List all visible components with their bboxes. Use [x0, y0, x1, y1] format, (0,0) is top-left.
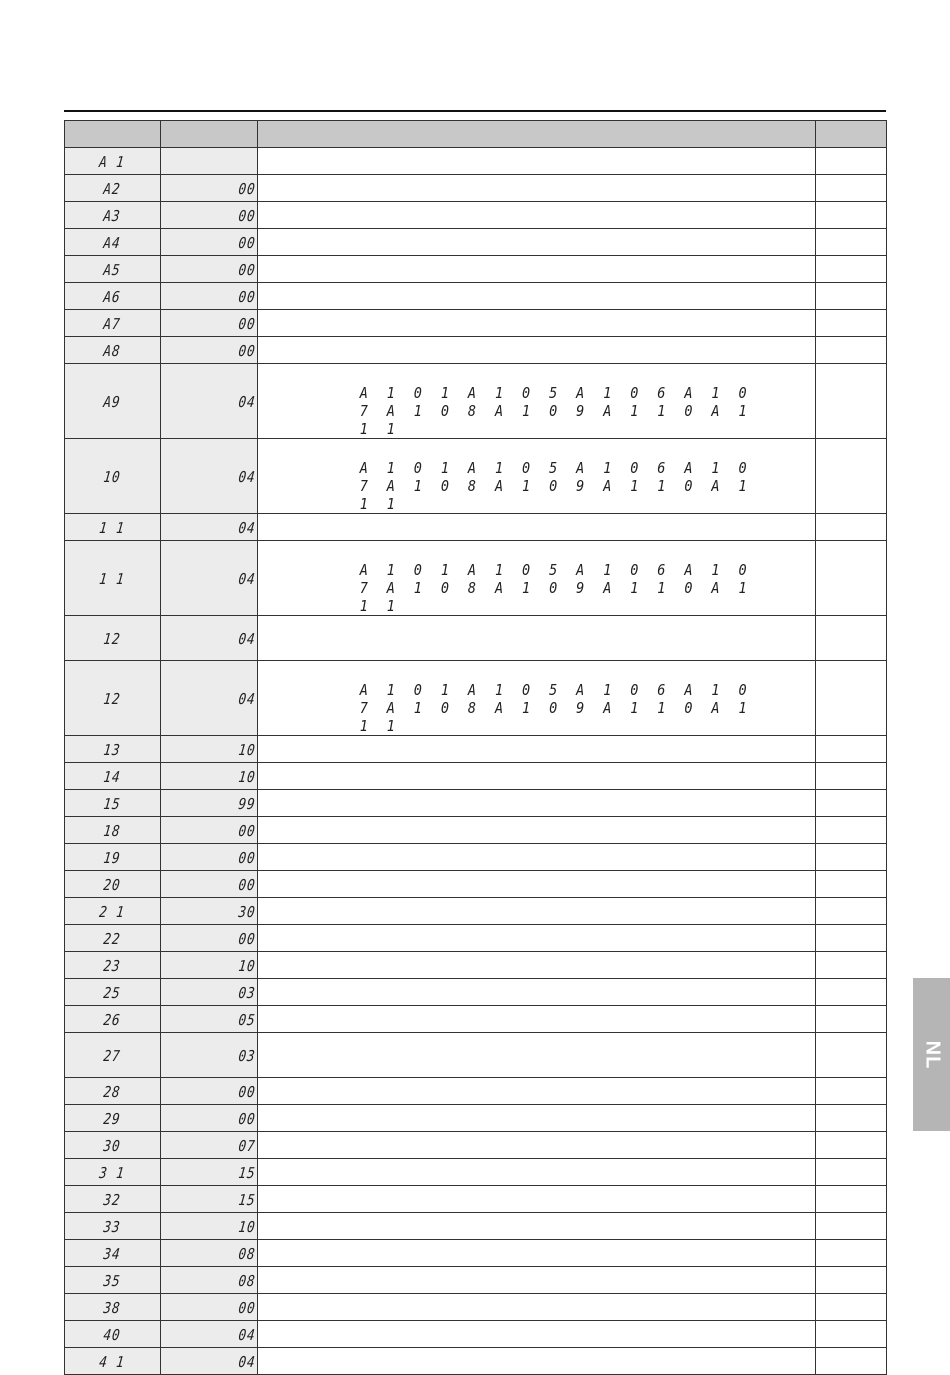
- table-row: [65, 256, 887, 283]
- parameter-code: 13: [103, 740, 122, 759]
- parameter-code: 12: [103, 629, 122, 648]
- description-cell: [258, 1348, 816, 1375]
- default-value-cell: [161, 364, 258, 439]
- parameter-code: A 1: [98, 152, 127, 171]
- default-value: 04: [237, 689, 257, 708]
- table-row: [65, 661, 887, 736]
- extra-cell: [816, 1159, 887, 1186]
- table-row: [65, 952, 887, 979]
- description-cell: [258, 1267, 816, 1294]
- default-value: 00: [237, 260, 257, 279]
- description-cell: [258, 871, 816, 898]
- table-row: [65, 1006, 887, 1033]
- parameter-code: 30: [103, 1136, 122, 1155]
- default-value-cell: [161, 790, 258, 817]
- extra-cell: [816, 871, 887, 898]
- parameter-code: A3: [103, 206, 122, 225]
- extra-cell: [816, 661, 887, 736]
- parameter-code-cell: [65, 1159, 161, 1186]
- description-cell: [258, 817, 816, 844]
- extra-cell: [816, 148, 887, 175]
- parameter-code: 4 1: [98, 1352, 127, 1371]
- default-value: 10: [237, 767, 257, 786]
- description-cell: [258, 1321, 816, 1348]
- parameter-code: 38: [103, 1298, 122, 1317]
- default-value-cell: [161, 256, 258, 283]
- parameter-code-cell: [65, 1213, 161, 1240]
- language-tab-label: NL: [921, 1040, 943, 1069]
- description-cell: [258, 1294, 816, 1321]
- table-row: [65, 337, 887, 364]
- description-cell: [258, 844, 816, 871]
- extra-cell: [816, 1294, 887, 1321]
- extra-cell: [816, 844, 887, 871]
- description-cell: [258, 1213, 816, 1240]
- extra-cell: [816, 817, 887, 844]
- parameter-code-cell: [65, 310, 161, 337]
- parameter-code: A8: [103, 341, 122, 360]
- default-value: 08: [237, 1244, 257, 1263]
- default-value: 04: [237, 392, 257, 411]
- parameter-code: 22: [103, 929, 122, 948]
- parameter-code: 18: [103, 821, 122, 840]
- parameter-code-cell: [65, 439, 161, 514]
- default-value: 00: [237, 1109, 257, 1128]
- extra-cell: [816, 925, 887, 952]
- parameter-code: A2: [103, 179, 122, 198]
- description-cell: [258, 1186, 816, 1213]
- table-row: [65, 1321, 887, 1348]
- extra-cell: [816, 979, 887, 1006]
- table-row: [65, 1078, 887, 1105]
- language-tab: [913, 978, 950, 1131]
- default-value-cell: [161, 844, 258, 871]
- description-cell: [258, 661, 816, 736]
- parameter-code-cell: [65, 202, 161, 229]
- table-row: [65, 616, 887, 661]
- default-value-cell: [161, 1186, 258, 1213]
- extra-cell: [816, 541, 887, 616]
- default-value-cell: [161, 148, 258, 175]
- default-value: 00: [237, 821, 257, 840]
- default-value: 00: [237, 929, 257, 948]
- description-cell: [258, 439, 816, 514]
- parameter-code-cell: [65, 175, 161, 202]
- default-value: 03: [237, 983, 257, 1002]
- description-cell: [258, 616, 816, 661]
- parameter-code-cell: [65, 979, 161, 1006]
- table-row: [65, 1267, 887, 1294]
- parameter-code-cell: [65, 952, 161, 979]
- default-value: 07: [237, 1136, 257, 1155]
- default-value-cell: [161, 1267, 258, 1294]
- default-value: 03: [237, 1046, 257, 1065]
- default-value-cell: [161, 1105, 258, 1132]
- parameter-code-cell: [65, 1186, 161, 1213]
- description-cell: [258, 514, 816, 541]
- extra-cell: [816, 790, 887, 817]
- extra-cell: [816, 256, 887, 283]
- description-cell: [258, 736, 816, 763]
- table-row: [65, 202, 887, 229]
- table-row: [65, 1348, 887, 1375]
- default-value: 00: [237, 341, 257, 360]
- default-value-cell: [161, 1240, 258, 1267]
- parameter-code: 1 1: [98, 569, 127, 588]
- extra-cell: [816, 1105, 887, 1132]
- extra-cell: [816, 736, 887, 763]
- parameter-code-cell: [65, 229, 161, 256]
- default-value-cell: [161, 175, 258, 202]
- description-cell: [258, 1078, 816, 1105]
- parameter-code-cell: [65, 616, 161, 661]
- parameter-code-cell: [65, 1033, 161, 1078]
- description-cell: [258, 1159, 816, 1186]
- extra-cell: [816, 439, 887, 514]
- default-value: 00: [237, 179, 257, 198]
- table-body: [65, 148, 887, 1375]
- default-value: 00: [237, 206, 257, 225]
- parameter-code-cell: [65, 256, 161, 283]
- default-value-cell: [161, 1006, 258, 1033]
- parameter-code: 28: [103, 1082, 122, 1101]
- parameter-code-cell: [65, 898, 161, 925]
- default-value-cell: [161, 979, 258, 1006]
- extra-cell: [816, 1348, 887, 1375]
- default-value: 00: [237, 287, 257, 306]
- default-value-cell: [161, 1321, 258, 1348]
- description-cell: [258, 337, 816, 364]
- description-cell: [258, 898, 816, 925]
- parameter-code: 34: [103, 1244, 122, 1263]
- table-row: [65, 1132, 887, 1159]
- parameter-code: 33: [103, 1217, 122, 1236]
- extra-cell: [816, 283, 887, 310]
- default-value: 30: [237, 902, 257, 921]
- parameter-code-cell: [65, 1240, 161, 1267]
- default-value: 00: [237, 1298, 257, 1317]
- parameter-code: A4: [103, 233, 122, 252]
- default-value: 04: [237, 1325, 257, 1344]
- parameter-code: 23: [103, 956, 122, 975]
- parameter-code: 35: [103, 1271, 122, 1290]
- parameter-code-cell: [65, 1321, 161, 1348]
- default-value: 00: [237, 314, 257, 333]
- extra-cell: [816, 514, 887, 541]
- default-value-cell: [161, 1159, 258, 1186]
- parameter-table: [64, 120, 887, 1375]
- parameter-code-cell: [65, 790, 161, 817]
- table-row: [65, 310, 887, 337]
- description-cell: [258, 229, 816, 256]
- default-value-cell: [161, 310, 258, 337]
- description-cell: [258, 364, 816, 439]
- default-value-cell: [161, 514, 258, 541]
- description-cell: [258, 925, 816, 952]
- parameter-code-cell: [65, 148, 161, 175]
- parameter-code-cell: [65, 283, 161, 310]
- default-value: 00: [237, 233, 257, 252]
- parameter-code-cell: [65, 1105, 161, 1132]
- default-value: 00: [237, 875, 257, 894]
- table-row: [65, 925, 887, 952]
- parameter-code-cell: [65, 661, 161, 736]
- table-row: [65, 1159, 887, 1186]
- table-row: [65, 1213, 887, 1240]
- table-row: [65, 1033, 887, 1078]
- parameter-code-cell: [65, 871, 161, 898]
- sub-parameter-list: A 1 0 1 A 1 0 5 A 1 0 6 A 1 0 7 A 1 0 8 A 1 0 9 A 1 1 0 A 1 1 1: [359, 459, 750, 513]
- default-value-cell: [161, 541, 258, 616]
- table-row: [65, 229, 887, 256]
- extra-cell: [816, 337, 887, 364]
- description-cell: [258, 1132, 816, 1159]
- table-row: [65, 175, 887, 202]
- parameter-code: 25: [103, 983, 122, 1002]
- parameter-code-cell: [65, 925, 161, 952]
- default-value-cell: [161, 661, 258, 736]
- default-value: 15: [237, 1163, 257, 1182]
- parameter-code: 29: [103, 1109, 122, 1128]
- extra-cell: [816, 310, 887, 337]
- sub-parameter-list: A 1 0 1 A 1 0 5 A 1 0 6 A 1 0 7 A 1 0 8 A 1 0 9 A 1 1 0 A 1 1 1: [359, 681, 750, 735]
- default-value-cell: [161, 952, 258, 979]
- default-value-cell: [161, 1213, 258, 1240]
- default-value-cell: [161, 817, 258, 844]
- parameter-code: 27: [103, 1046, 122, 1065]
- extra-cell: [816, 952, 887, 979]
- extra-cell: [816, 1240, 887, 1267]
- description-cell: [258, 148, 816, 175]
- table-row: [65, 439, 887, 514]
- default-value: 04: [237, 1352, 257, 1371]
- parameter-code: 2 1: [98, 902, 127, 921]
- extra-cell: [816, 364, 887, 439]
- default-value-cell: [161, 736, 258, 763]
- default-value-cell: [161, 616, 258, 661]
- default-value-cell: [161, 1348, 258, 1375]
- description-cell: [258, 283, 816, 310]
- parameter-code: 3 1: [98, 1163, 127, 1182]
- default-value: 10: [237, 1217, 257, 1236]
- default-value-cell: [161, 229, 258, 256]
- parameter-code-cell: [65, 736, 161, 763]
- parameter-code: 19: [103, 848, 122, 867]
- parameter-code-cell: [65, 817, 161, 844]
- table-row: [65, 817, 887, 844]
- table-row: [65, 148, 887, 175]
- parameter-code: 40: [103, 1325, 122, 1344]
- description-cell: [258, 1105, 816, 1132]
- extra-cell: [816, 1321, 887, 1348]
- table-row: [65, 1294, 887, 1321]
- extra-cell: [816, 175, 887, 202]
- extra-cell: [816, 763, 887, 790]
- description-cell: [258, 952, 816, 979]
- description-cell: [258, 790, 816, 817]
- default-value-cell: [161, 1078, 258, 1105]
- default-value: 10: [237, 740, 257, 759]
- parameter-code-cell: [65, 364, 161, 439]
- default-value-cell: [161, 898, 258, 925]
- parameter-code-cell: [65, 541, 161, 616]
- parameter-code: 32: [103, 1190, 122, 1209]
- parameter-code: A9: [103, 392, 122, 411]
- extra-cell: [816, 1213, 887, 1240]
- parameter-code-cell: [65, 844, 161, 871]
- header-extra: [816, 121, 887, 148]
- default-value-cell: [161, 283, 258, 310]
- extra-cell: [816, 229, 887, 256]
- parameter-code: 26: [103, 1010, 122, 1029]
- table-row: [65, 898, 887, 925]
- description-cell: [258, 763, 816, 790]
- default-value-cell: [161, 1033, 258, 1078]
- extra-cell: [816, 1186, 887, 1213]
- parameter-code-cell: [65, 1006, 161, 1033]
- parameter-code-cell: [65, 1294, 161, 1321]
- parameter-code: 1 1: [98, 518, 127, 537]
- default-value: 04: [237, 569, 257, 588]
- sub-parameter-list: A 1 0 1 A 1 0 5 A 1 0 6 A 1 0 7 A 1 0 8 A 1 0 9 A 1 1 0 A 1 1 1: [359, 561, 750, 615]
- default-value-cell: [161, 202, 258, 229]
- description-cell: [258, 541, 816, 616]
- parameter-code-cell: [65, 514, 161, 541]
- extra-cell: [816, 1132, 887, 1159]
- default-value-cell: [161, 1294, 258, 1321]
- default-value: 04: [237, 518, 257, 537]
- parameter-code-cell: [65, 763, 161, 790]
- description-cell: [258, 310, 816, 337]
- table-row: [65, 790, 887, 817]
- table-row: [65, 541, 887, 616]
- table-row: [65, 1105, 887, 1132]
- parameter-code: 20: [103, 875, 122, 894]
- parameter-code: A6: [103, 287, 122, 306]
- parameter-code: 15: [103, 794, 122, 813]
- parameter-code-cell: [65, 1267, 161, 1294]
- top-rule: [64, 110, 886, 112]
- parameter-code: 14: [103, 767, 122, 786]
- table-row: [65, 763, 887, 790]
- default-value: 99: [237, 794, 257, 813]
- default-value: 15: [237, 1190, 257, 1209]
- extra-cell: [816, 1267, 887, 1294]
- default-value: 00: [237, 1082, 257, 1101]
- default-value-cell: [161, 439, 258, 514]
- parameter-code: A5: [103, 260, 122, 279]
- parameter-code: A7: [103, 314, 122, 333]
- parameter-code: 12: [103, 689, 122, 708]
- table-row: [65, 283, 887, 310]
- table-row: [65, 1186, 887, 1213]
- header-code: [65, 121, 161, 148]
- parameter-code: 10: [103, 467, 122, 486]
- table-header-row: [65, 121, 887, 148]
- default-value: 08: [237, 1271, 257, 1290]
- extra-cell: [816, 616, 887, 661]
- extra-cell: [816, 1006, 887, 1033]
- default-value: 10: [237, 956, 257, 975]
- table-row: [65, 736, 887, 763]
- header-description: [258, 121, 816, 148]
- extra-cell: [816, 1033, 887, 1078]
- default-value: 04: [237, 629, 257, 648]
- extra-cell: [816, 898, 887, 925]
- parameter-code-cell: [65, 1078, 161, 1105]
- extra-cell: [816, 202, 887, 229]
- sub-parameter-list: A 1 0 1 A 1 0 5 A 1 0 6 A 1 0 7 A 1 0 8 A 1 0 9 A 1 1 0 A 1 1 1: [359, 384, 750, 438]
- table-row: [65, 871, 887, 898]
- description-cell: [258, 202, 816, 229]
- table-row: [65, 979, 887, 1006]
- description-cell: [258, 256, 816, 283]
- table-row: [65, 1240, 887, 1267]
- description-cell: [258, 1240, 816, 1267]
- parameter-code-cell: [65, 337, 161, 364]
- description-cell: [258, 175, 816, 202]
- default-value: 00: [237, 848, 257, 867]
- default-value-cell: [161, 763, 258, 790]
- parameter-code-cell: [65, 1132, 161, 1159]
- default-value: 04: [237, 467, 257, 486]
- extra-cell: [816, 1078, 887, 1105]
- default-value-cell: [161, 925, 258, 952]
- table-row: [65, 514, 887, 541]
- table-row: [65, 364, 887, 439]
- header-default: [161, 121, 258, 148]
- description-cell: [258, 1033, 816, 1078]
- default-value-cell: [161, 1132, 258, 1159]
- description-cell: [258, 1006, 816, 1033]
- default-value-cell: [161, 871, 258, 898]
- table-row: [65, 844, 887, 871]
- parameter-code-cell: [65, 1348, 161, 1375]
- default-value-cell: [161, 337, 258, 364]
- default-value: 05: [237, 1010, 257, 1029]
- description-cell: [258, 979, 816, 1006]
